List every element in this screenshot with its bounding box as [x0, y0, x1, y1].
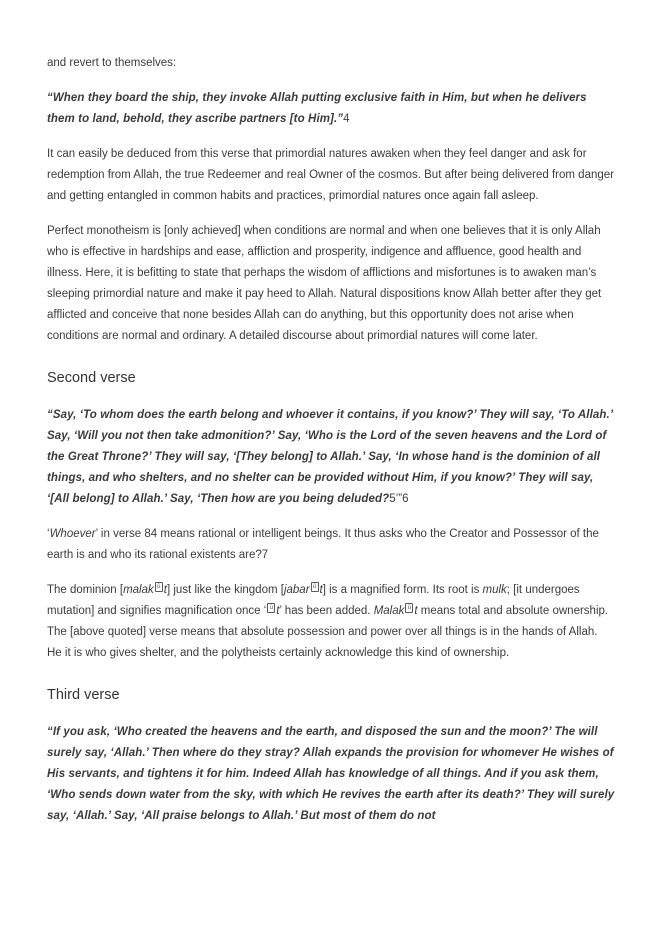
text-run: ’ in verse 84 means rational or intelligent beings. It thus asks who the Creator and Possessor of the earth is and who its rational existents are? [47, 528, 599, 561]
first-verse-quote [47, 88, 615, 130]
text-run: t [163, 584, 167, 596]
third-verse-quote [47, 722, 615, 827]
text-run: t [276, 605, 280, 617]
document-content [47, 53, 615, 827]
text-run: The dominion [ [47, 584, 124, 596]
footnote-ref: 7 [261, 549, 269, 561]
footnote-ref: 5 [389, 493, 396, 505]
footnote-ref: 4 [343, 113, 350, 125]
text-run: ; [it undergoes mutation] and signifies magnification once ‘ [47, 584, 580, 617]
text-run: ] is a magnified form. Its root is [322, 584, 483, 596]
text-run: It can easily be deduced from this verse that primordial natures awaken when they feel danger and ask for redemption from Allah, the true Redeemer and real Owner of the cosmos. But after being delivered from danger and getting entangled in common habits and practices, primordial natures once again fall asleep. [47, 148, 614, 202]
text-run: Whoever [49, 528, 96, 540]
text-run: “Say, ‘To whom does the earth belong and whoever it contains, if you know?’ They will say, ‘To Allah.’ Say, ‘Will you not then take admonition?’ Say, ‘Who is the Lord of the seven heavens and the Lord of the Great Throne?’ They will say, ‘[They belong] to Allah.’ Say, ‘In whose hand is the dominion of all things, and who shelters, and no shelter can be provided without Him, if you know?’ They will say, ‘[All belong] to Allah.’ Say, ‘Then how are you being deluded? [47, 409, 613, 505]
text-run: Second verse [47, 370, 136, 386]
text-run: jabar [283, 584, 310, 596]
text-run: “If you ask, ‘Who created the heavens and the earth, and disposed the sun and the moon?’ The will surely say, ‘Allah.’ Then where do they stray? Allah expands the provision for whomever He wishes of His servants, and tightens it for him. Indeed Allah has knowledge of all things. And if you ask them, ‘Who sends down water from the sky, with which He revives the earth after its death?’ They will surely say, ‘Allah.’ Say, ‘All praise belongs to Allah.’ But most of them do not [47, 726, 615, 822]
text-run: Perfect monotheism is [only achieved] when conditions are normal and when one believes that it is only Allah who is effective in hardships and ease, affliction and prosperity, indigence and affluence, good health and illness. Here, it is befitting to state that perhaps the wisdom of afflictions and misfortunes is to awaken man’s sleeping primordial nature and make it pay heed to Allah. Natural dispositions know Allah better after they get afflicted and conceive that none besides Allah can do anything, but this opportunity does not arise when conditions are normal and ordinary. A detailed discourse about primordial natures will come later. [47, 225, 602, 342]
second-verse-heading [47, 368, 615, 388]
commentary-whoever [47, 524, 615, 566]
second-verse-quote [47, 405, 615, 510]
missing-glyph-box: ū [405, 603, 413, 613]
third-verse-heading [47, 685, 615, 705]
text-run: t [319, 584, 323, 596]
text-run: “When they board the ship, they invoke Allah putting exclusive faith in Him, but when he delivers them to land, behold, they ascribe partners [to Him].” [47, 92, 587, 125]
commentary-dominion [47, 580, 615, 664]
intro-line [47, 53, 615, 74]
text-run: ’ has been added. [279, 605, 374, 617]
text-run: ] just like the kingdom [ [166, 584, 284, 596]
missing-glyph-box: ū [155, 582, 163, 592]
commentary-first-verse [47, 144, 615, 207]
text-run: mulk [482, 584, 507, 596]
missing-glyph-box: ū [267, 603, 275, 613]
footnote-ref: ’” [395, 493, 403, 505]
text-run: t [414, 605, 418, 617]
commentary-monotheism [47, 221, 615, 347]
text-run: ‘ [47, 528, 50, 540]
missing-glyph-box: ū [311, 582, 319, 592]
text-run: malak [123, 584, 154, 596]
text-run: Malak [373, 605, 405, 617]
text-run: and revert to themselves: [47, 57, 177, 69]
footnote-ref: 6 [402, 493, 409, 505]
text-run: Third verse [47, 687, 120, 703]
text-run: means total and absolute ownership. The [above quoted] verse means that absolute possession and power over all things is in the hands of Allah. He it is who gives shelter, and the polytheists certainly acknowledge this kind of ownership. [47, 605, 609, 659]
